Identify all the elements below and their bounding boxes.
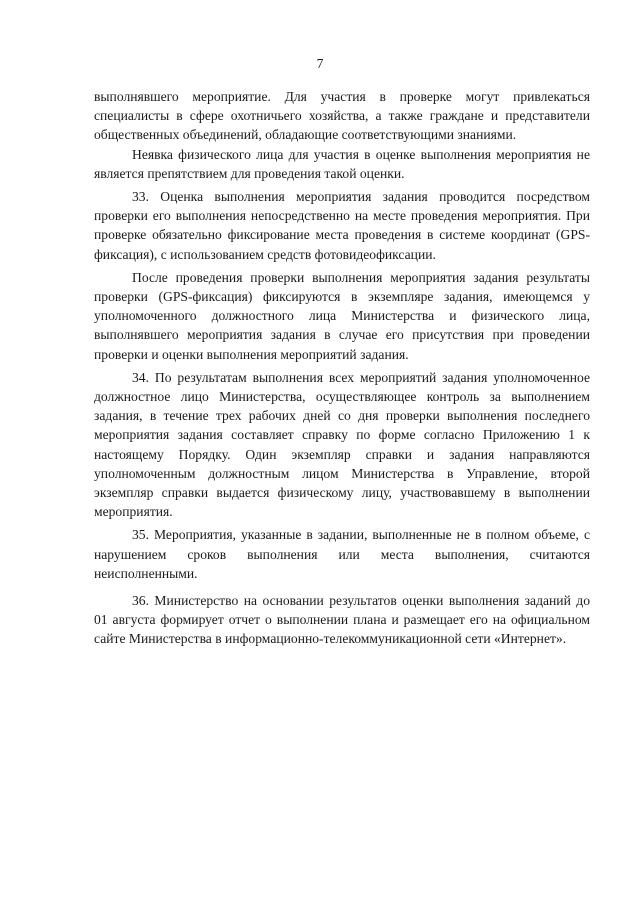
- paragraph-absence-note: Неявка физического лица для участия в оценке выполнения мероприятия не является препятствием для проведения такой оценки.: [94, 146, 590, 181]
- page-number: 7: [316, 56, 324, 71]
- paragraph-continuation: выполнявшего мероприятие. Для участия в проверке могут привлекаться специалисты в сфере охотничьего хозяйства, а также граждане и представители общественных объединений, обладающие соответствующими знаниями.: [94, 89, 590, 143]
- document-body: [94, 87, 590, 649]
- paragraph-after-inspection: После проведения проверки выполнения мероприятия задания результаты проверки (GPS-фиксация) фиксируются в экземпляре задания, имеющемся у уполномоченного должностного лица Министерства и физического лица, выполнявшего мероприятия задания в случае его присутствия при проведении проверки и оценки выполнения мероприятий задания.: [94, 269, 590, 362]
- paragraph-35: 35. Мероприятия, указанные в задании, выполненные не в полном объеме, с нарушением сроков выполнения или места выполнения, считаются неисполненными.: [94, 527, 590, 581]
- paragraph-36: 36. Министерство на основании результатов оценки выполнения заданий до 01 августа формирует отчет о выполнении плана и размещает его на официальном сайте Министерства в информационно-телекоммуникационной сети «Интернет».: [94, 593, 590, 647]
- paragraph-34: 34. По результатам выполнения всех мероприятий задания уполномоченное должностное лицо Министерства, осуществляющее контроль за выполнением задания, в течение трех рабочих дней со дня проверки выполнения последнего мероприятия задания составляет справку по форме согласно Приложению 1 к настоящему Порядку. Один экземпляр справки и задания направляются уполномоченным должностным лицом Министерства в Управление, второй экземпляр справки выдается физическому лицу, участвовавшему в выполнении мероприятия.: [94, 369, 590, 520]
- paragraph-33: 33. Оценка выполнения мероприятия задания проводится посредством проверки его выполнения непосредственно на месте проведения мероприятия. При проверке обязательно фиксирование места проведения в системе координат (GPS-фиксация), с использованием средств фотовидеофиксации.: [94, 189, 590, 262]
